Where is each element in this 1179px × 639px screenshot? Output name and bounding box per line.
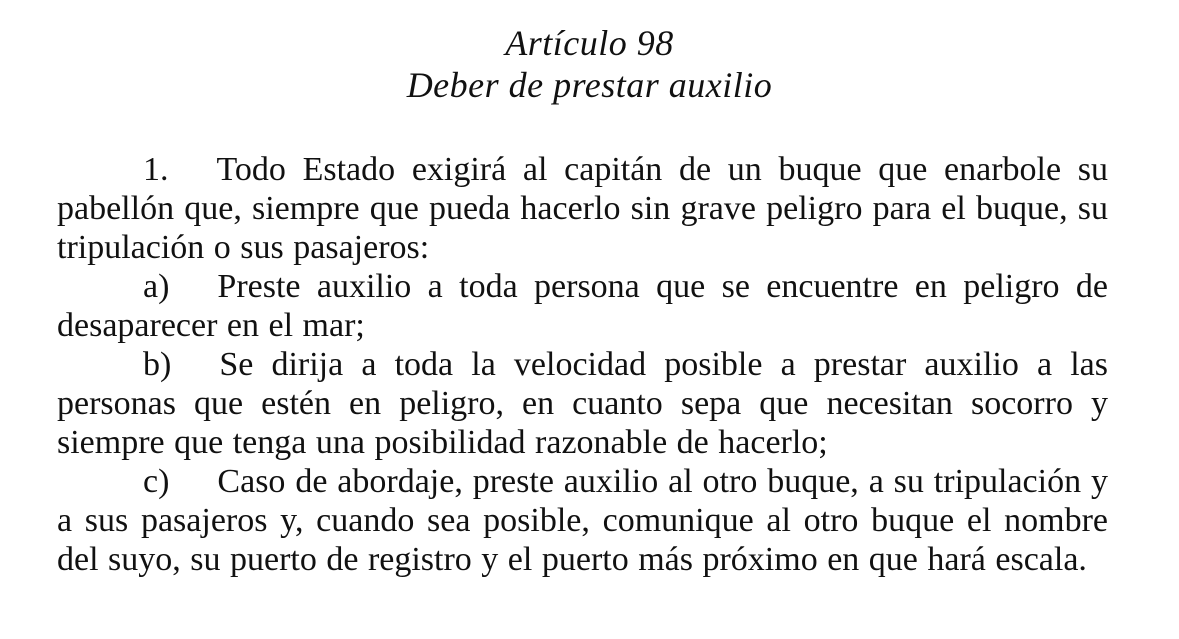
paragraph-1-text: Todo Estado exigirá al capitán de un buque que enarbole su pabellón que, siempre que pueda hacerlo sin grave peligro para el buque, su tripulación o sus pasajeros: <box>57 151 1108 266</box>
item-b-text: Se dirija a toda la velocidad posible a prestar auxilio a las personas que estén en peligro, en cuanto sepa que necesitan socorro y siempre que tenga una posibilidad razonable de hacerlo; <box>57 346 1108 461</box>
item-a-marker: a) <box>143 268 170 305</box>
paragraph-item-b <box>57 345 1108 462</box>
paragraph-item-c <box>57 462 1108 579</box>
article-subtitle: Deber de prestar auxilio <box>406 65 773 105</box>
article-heading-block <box>0 0 1179 106</box>
paragraph-1 <box>57 150 1108 267</box>
article-body <box>57 150 1108 579</box>
paragraph-item-a <box>57 267 1108 345</box>
item-c-text: Caso de abordaje, preste auxilio al otro buque, a su tripulación y a sus pasajeros y, cuando sea posible, comunique al otro buque el nombre del suyo, su puerto de registro y el puerto más próximo en que hará escala. <box>57 463 1108 578</box>
item-c-marker: c) <box>143 463 170 500</box>
paragraph-1-marker: 1. <box>143 151 169 188</box>
article-title: Artículo 98 <box>505 23 674 63</box>
item-b-marker: b) <box>143 346 172 383</box>
item-a-text: Preste auxilio a toda persona que se encuentre en peligro de desaparecer en el mar; <box>57 268 1108 344</box>
